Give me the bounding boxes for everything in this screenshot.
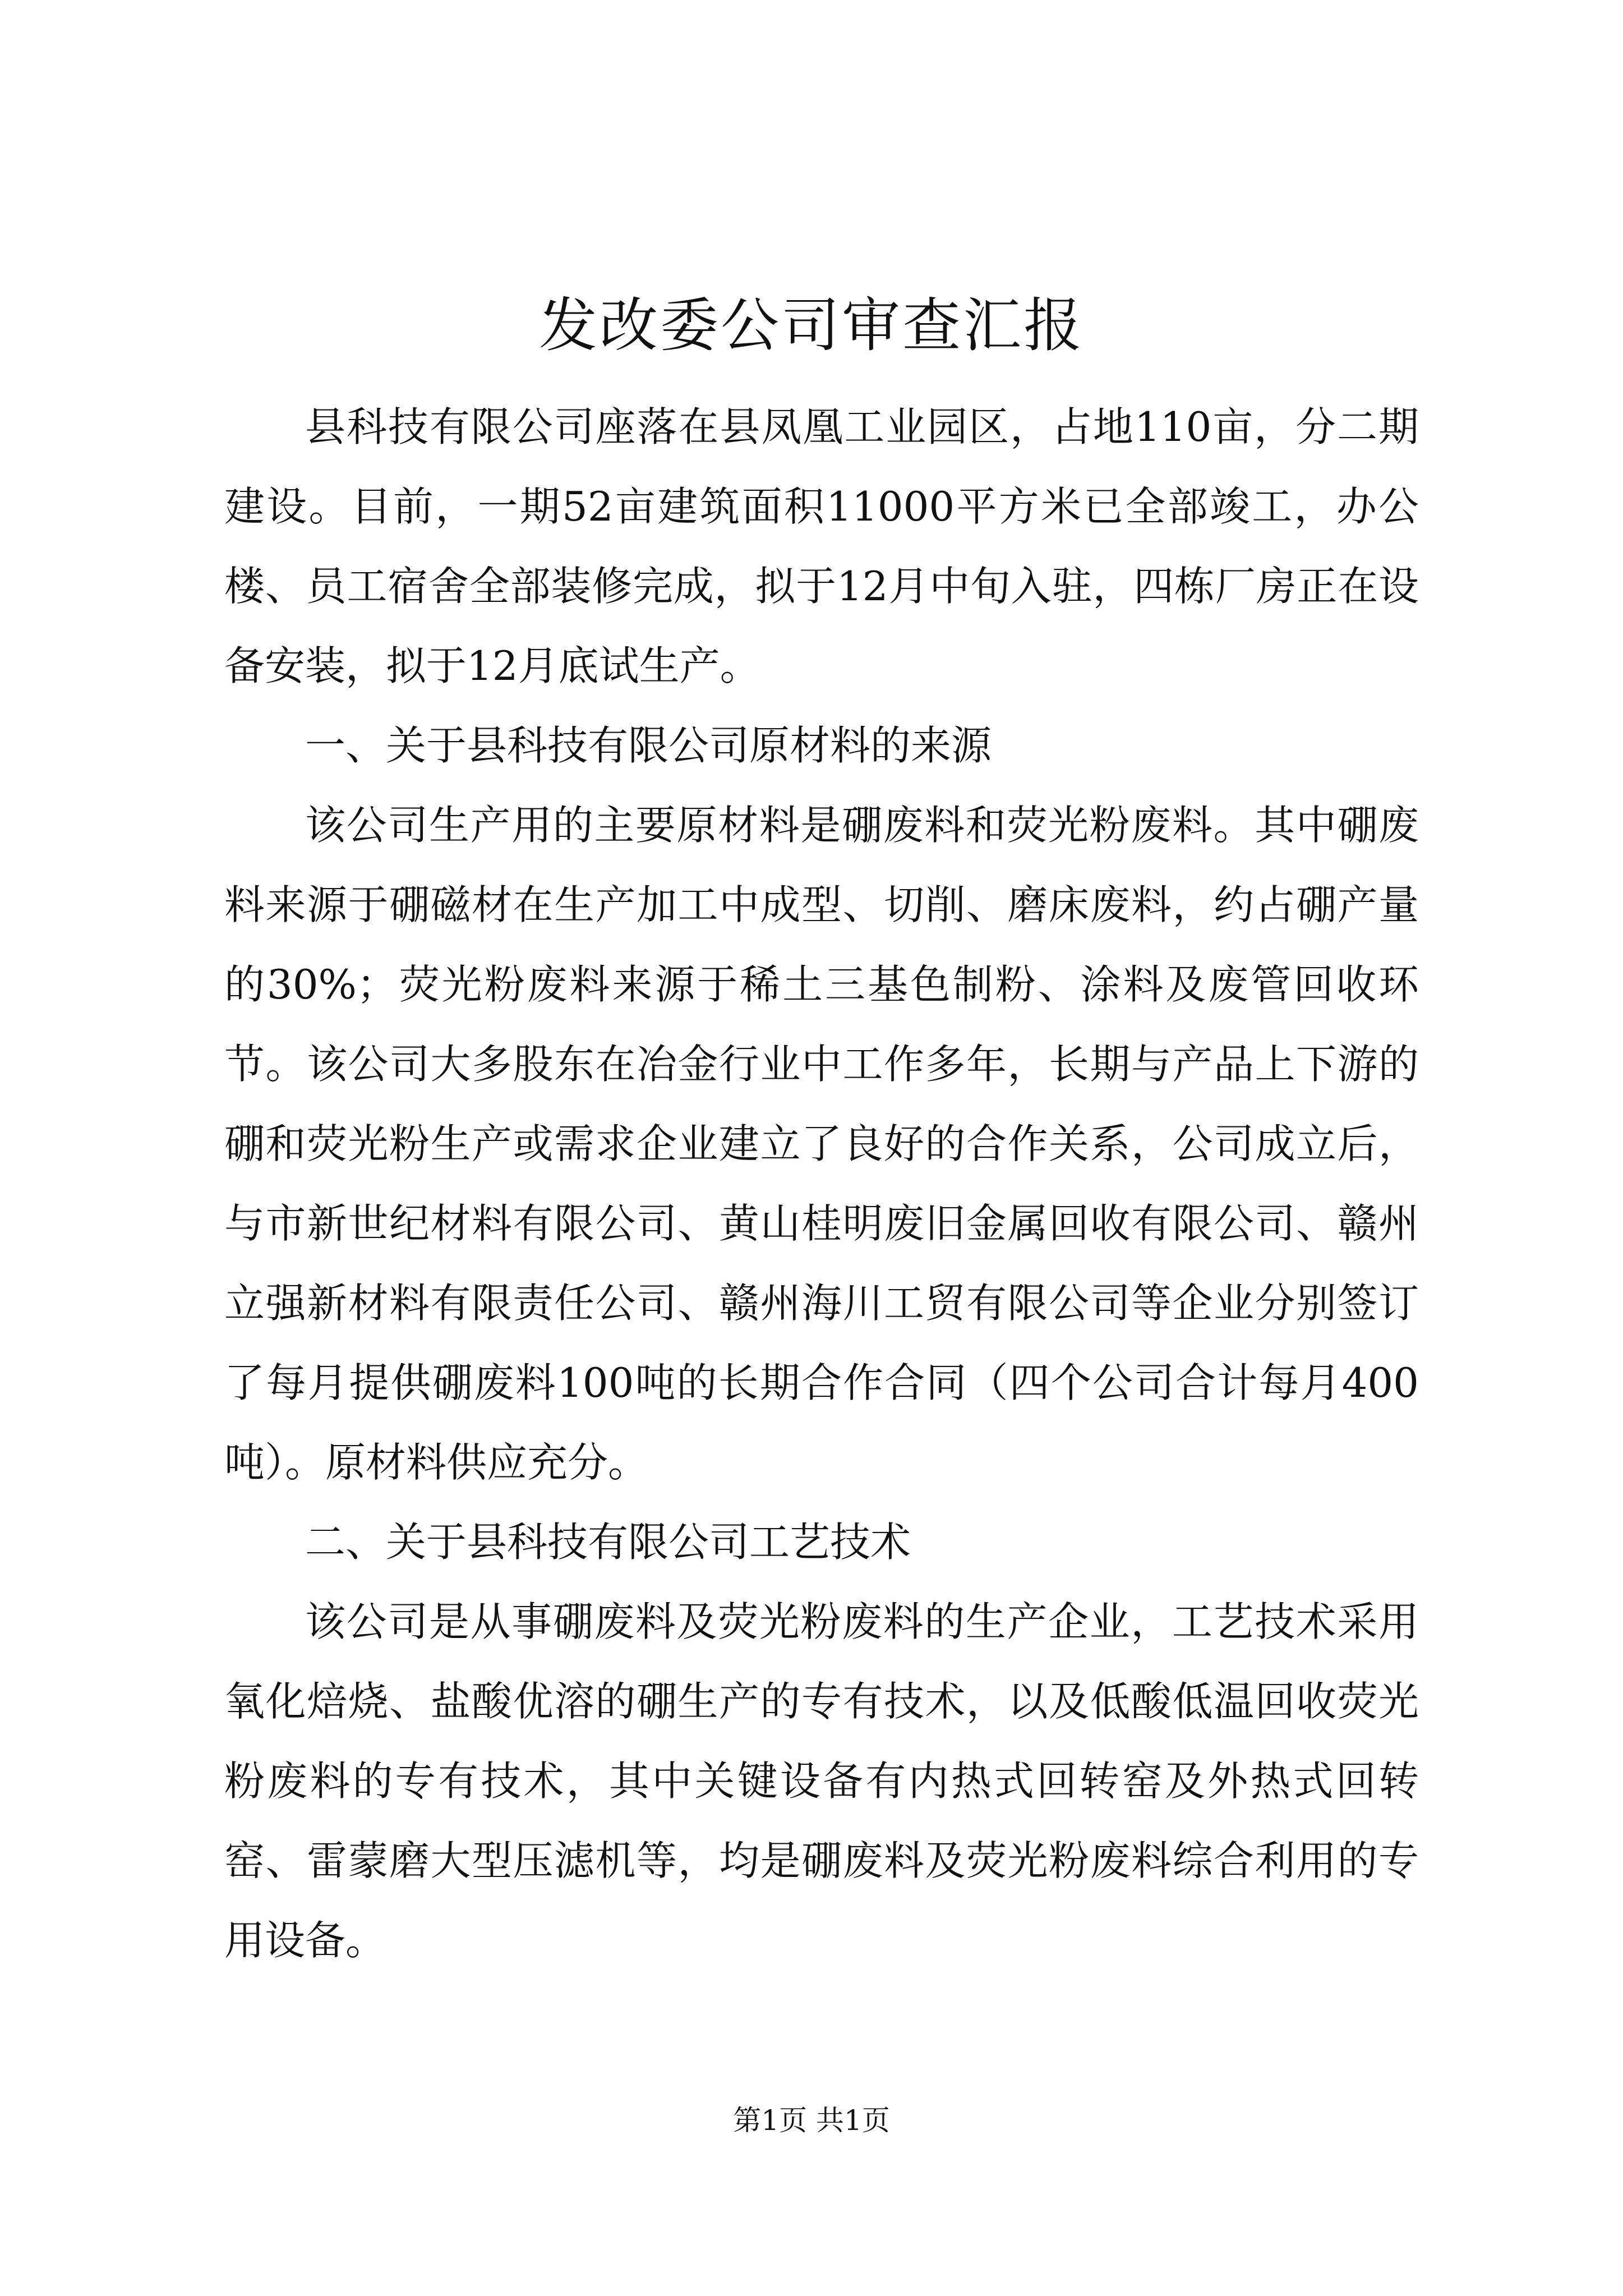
paragraph-raw-materials: 该公司生产用的主要原材料是硼废料和荧光粉废料。其中硼废料来源于硼磁材在生产加工中成型、切削、磨床废料，约占硼产量的30%；荧光粉废料来源于稀土三基色制粉、涂料及废管回收环节。该公司大多股东在冶金行业中工作多年，长期与产品上下游的硼和荧光粉生产或需求企业建立了良好的合作关系，公司成立后，与市新世纪材料有限公司、黄山桂明废旧金属回收有限公司、赣州立强新材料有限责任公司、赣州海川工贸有限公司等企业分别签订了每月提供硼废料100吨的长期合作合同（四个公司合计每月400吨）。原材料供应充分。 xyxy=(224,802,1419,1486)
section-heading-technology: 二、关于县科技有限公司工艺技术 xyxy=(305,1519,911,1566)
document-body xyxy=(224,387,1419,1980)
paragraph-intro: 县科技有限公司座落在县凤凰工业园区，占地110亩，分二期建设。目前，一期52亩建筑面积11000平方米已全部竣工，办公楼、员工宿舍全部装修完成，拟于12月中旬入驻，四栋厂房正在设备安装，拟于12月底试生产。 xyxy=(224,403,1419,689)
page-number-footer: 第1页 共1页 xyxy=(733,2104,890,2137)
section-heading-raw-materials: 一、关于县科技有限公司原材料的来源 xyxy=(305,722,992,769)
paragraph-technology: 该公司是从事硼废料及荧光粉废料的生产企业，工艺技术采用氧化焙烧、盐酸优溶的硼生产的专有技术，以及低酸低温回收荧光粉废料的专有技术，其中关键设备有内热式回转窑及外热式回转窑、雷蒙磨大型压滤机等，均是硼废料及荧光粉废料综合利用的专用设备。 xyxy=(224,1598,1419,1964)
document-title: 发改委公司审查汇报 xyxy=(538,291,1084,360)
